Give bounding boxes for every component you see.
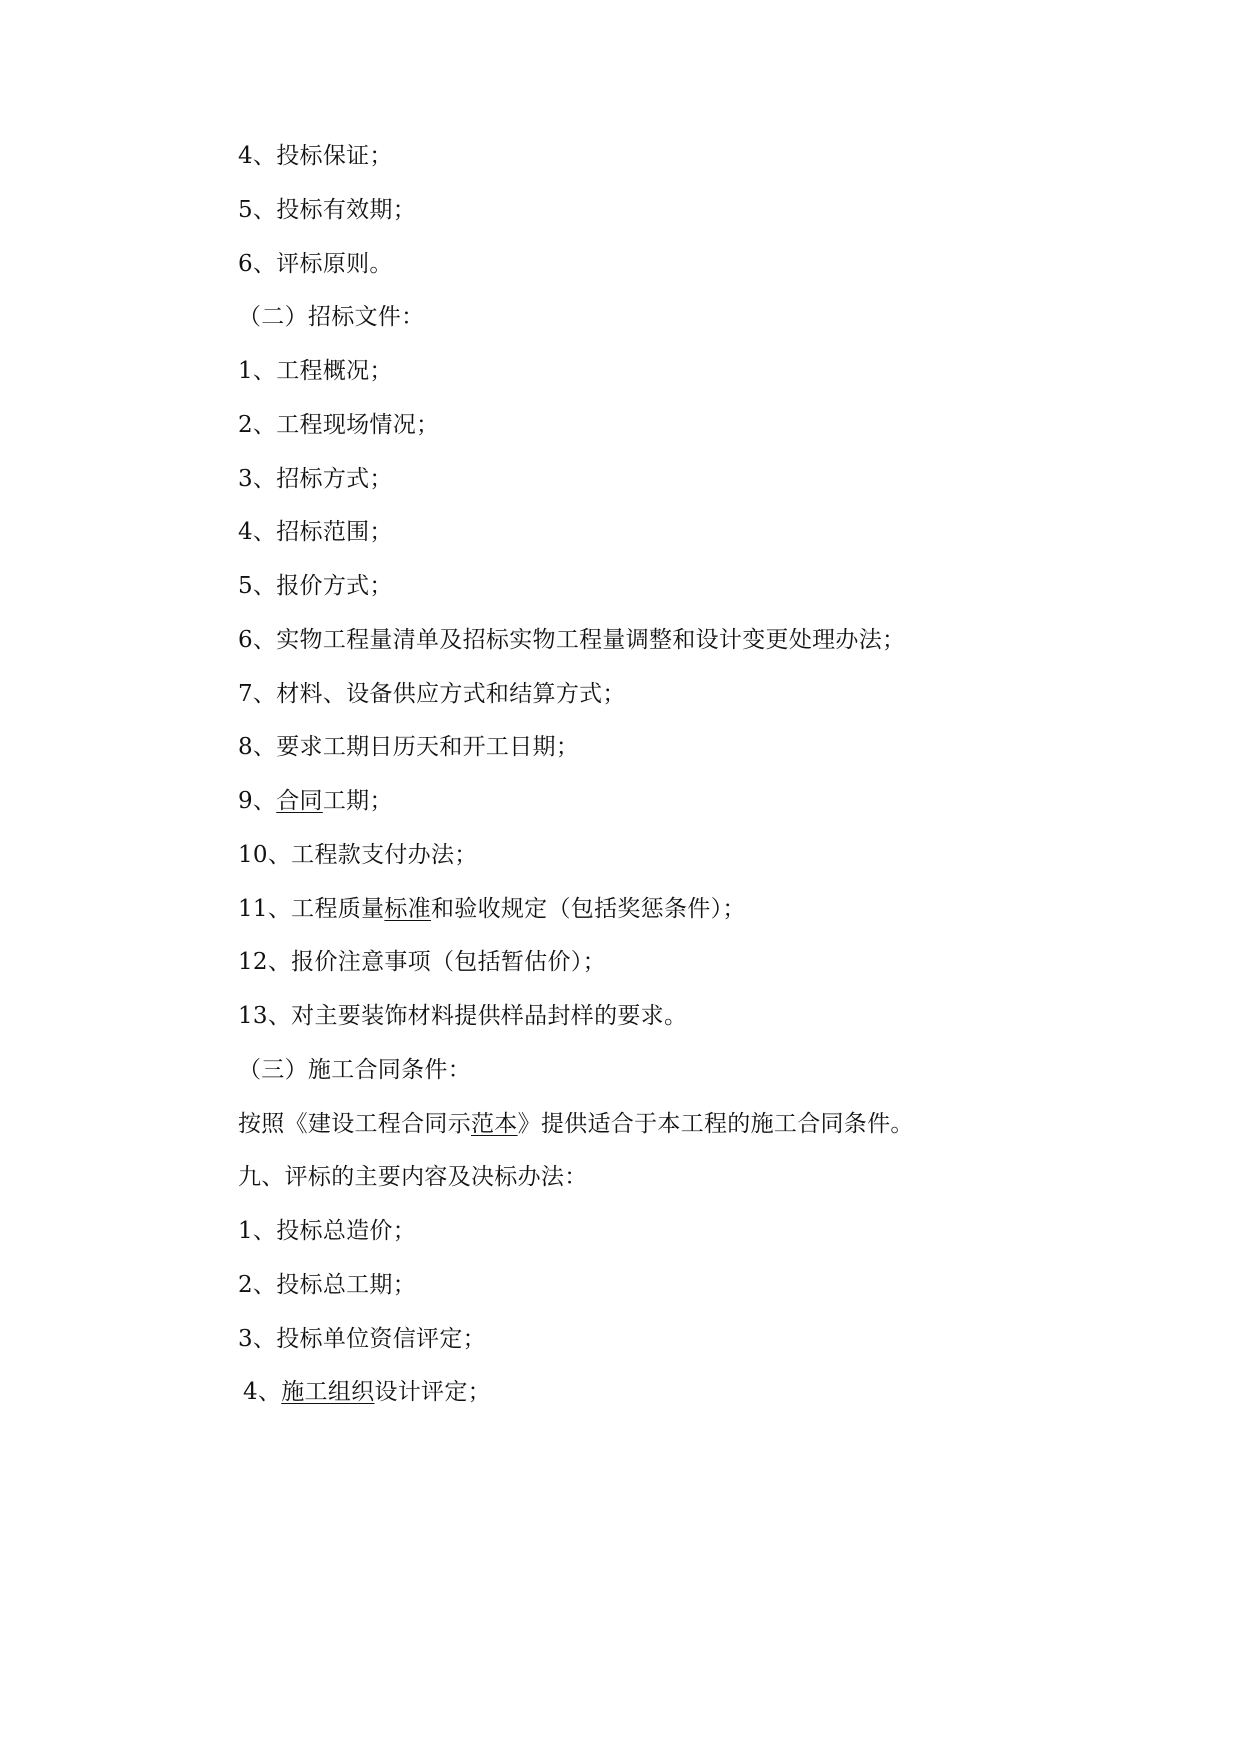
text-line-material-supply [238,679,626,709]
line-text: 11、工程质量 [238,896,385,922]
line-text: 8、要求工期日历天和开工日期； [238,734,580,760]
line-text: 按照《建设工程合同示 [238,1111,471,1137]
text-line-tender-scope [238,517,393,547]
line-text: 5、报价方式； [238,573,393,599]
heading-text: 九、评标的主要内容及决标办法： [238,1164,588,1190]
line-text: 6、评标原则。 [238,251,393,277]
section-heading-evaluation [238,1162,588,1192]
underlined-link-contract[interactable]: 合同 [276,788,323,814]
line-text: 和验收规定（包括奖惩条件）； [430,896,746,922]
text-line-evaluation-principle [238,249,393,279]
line-text: 4、 [243,1379,282,1405]
text-line-site-conditions [238,410,439,440]
line-text: 10、工程款支付办法； [238,842,478,868]
line-text: 12、报价注意事项（包括暂估价）； [238,949,606,975]
text-line-construction-design [243,1377,491,1407]
text-line-required-duration [238,732,579,762]
line-text: 设计评定； [374,1379,491,1405]
line-text: 》提供适合于本工程的施工合同条件。 [517,1111,914,1137]
text-line-tender-method [238,464,393,494]
heading-text: （二）招标文件： [238,304,425,330]
text-line-sample-requirements [238,1001,687,1031]
line-text: 7、材料、设备供应方式和结算方式； [238,681,626,707]
text-line-quotation-notes [238,947,606,977]
line-text: 2、投标总工期； [238,1272,417,1298]
underlined-link-construction-organization[interactable]: 施工组织 [281,1379,375,1405]
text-line-quotation-method [238,571,393,601]
line-text: 13、对主要装饰材料提供样品封样的要求。 [238,1003,688,1029]
line-text: 1、投标总造价； [238,1218,417,1244]
section-heading-tender-documents [238,302,424,332]
text-line-contract-template [238,1109,914,1139]
line-text: 3、招标方式； [238,466,393,492]
line-text: 工期； [322,788,393,814]
underlined-link-template[interactable]: 范本 [471,1111,518,1137]
text-line-total-cost [238,1216,416,1246]
line-text: 1、工程概况； [238,358,393,384]
line-text: 2、工程现场情况； [238,412,440,438]
line-text: 5、投标有效期； [238,197,417,223]
text-line-quality-standard [238,894,746,924]
text-line-bid-validity [238,195,416,225]
text-line-project-overview [238,356,393,386]
line-text: 9、 [238,788,277,814]
text-line-quantity-list [238,625,905,655]
text-line-total-duration [238,1270,416,1300]
text-line-contract-duration [238,786,393,816]
underlined-link-standard[interactable]: 标准 [384,896,431,922]
line-text: 3、投标单位资信评定； [238,1326,486,1352]
line-text: 4、投标保证； [238,143,393,169]
text-line-credit-rating [238,1324,486,1354]
text-line-payment-method [238,840,478,870]
text-line-bid-guarantee [238,141,393,171]
heading-text: （三）施工合同条件： [238,1057,471,1083]
line-text: 4、招标范围； [238,519,393,545]
line-text: 6、实物工程量清单及招标实物工程量调整和设计变更处理办法； [238,627,906,653]
section-heading-contract-conditions [238,1055,471,1085]
